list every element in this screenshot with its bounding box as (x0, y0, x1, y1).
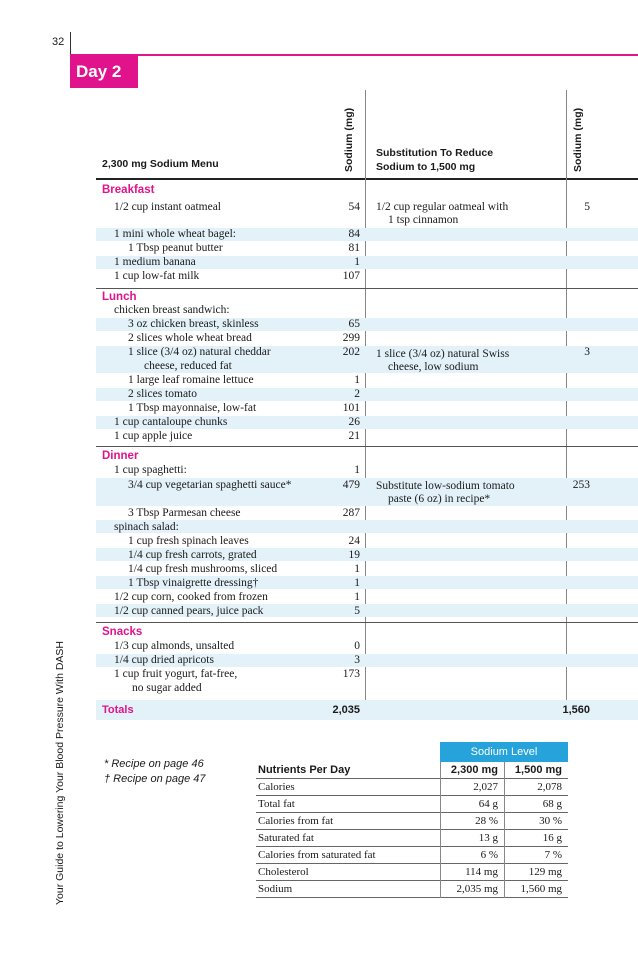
menu-item: 2 slices tomato (128, 388, 197, 400)
sodium-value: 202 (342, 346, 360, 358)
menu-item: 1/4 cup fresh carrots, grated (128, 549, 257, 561)
section-dinner: Dinner (102, 450, 139, 462)
menu-item: 1/2 cup canned pears, juice pack (114, 605, 264, 617)
sodium-value: 1 (354, 591, 360, 603)
totals-label: Totals (102, 704, 134, 716)
menu-item: cheese, reduced fat (144, 360, 232, 372)
menu-item: 1 medium banana (114, 256, 196, 268)
sodium-value: 107 (342, 270, 360, 282)
nutrient-value-1500: 129 mg (528, 866, 562, 878)
nutrient-value-2300: 28 % (475, 815, 498, 827)
menu-column-header: 2,300 mg Sodium Menu (102, 158, 219, 170)
nutrient-label: Saturated fat (258, 832, 314, 844)
sodium-value: 287 (342, 507, 360, 519)
sodium-value: 65 (348, 318, 360, 330)
sodium-value: 19 (348, 549, 360, 561)
menu-item: 1 slice (3/4 oz) natural cheddar (128, 346, 271, 358)
sodium-value: 1 (354, 374, 360, 386)
nutrient-value-1500: 2,078 (537, 781, 562, 793)
column-separator (566, 90, 567, 720)
sodium-value: 21 (348, 430, 360, 442)
nutrients-header-row (256, 762, 568, 779)
substitution-text: Substitute low-sodium tomato (376, 480, 515, 492)
menu-item: 1/2 cup instant oatmeal (114, 201, 221, 213)
menu-item: 1 cup fruit yogurt, fat-free, (114, 668, 238, 680)
sodium-value: 5 (354, 605, 360, 617)
nutrient-value-2300: 6 % (480, 849, 498, 861)
nutrients-column-separator (504, 762, 505, 898)
substitution-sodium: 253 (572, 479, 590, 491)
nutrient-value-1500: 68 g (542, 798, 562, 810)
nutrient-value-2300: 2,027 (473, 781, 498, 793)
menu-item: 1 cup cantaloupe chunks (114, 416, 228, 428)
menu-item: 3/4 cup vegetarian spaghetti sauce* (128, 479, 292, 491)
nutrient-label: Sodium (258, 883, 293, 895)
sodium-value: 0 (354, 640, 360, 652)
substitution-text: 1/2 cup regular oatmeal with (376, 201, 509, 213)
nutrient-value-2300: 114 mg (465, 866, 498, 878)
sodium-value: 299 (342, 332, 360, 344)
nutrient-row (256, 779, 568, 796)
nutrient-value-1500: 7 % (544, 849, 562, 861)
menu-item: 1 mini whole wheat bagel: (114, 228, 236, 240)
totals-menu: 2,035 (332, 704, 360, 716)
sodium-value: 1 (354, 464, 360, 476)
menu-item: no sugar added (132, 682, 202, 694)
nutrient-label: Cholesterol (258, 866, 309, 878)
day-tab: Day 2 (70, 56, 138, 88)
menu-item: chicken breast sandwich: (114, 304, 230, 316)
substitution-header-line2: Sodium to 1,500 mg (376, 161, 476, 173)
sodium-value: 1 (354, 577, 360, 589)
menu-item: 1 Tbsp peanut butter (128, 242, 223, 254)
sodium-value: 3 (354, 654, 360, 666)
menu-item: 3 oz chicken breast, skinless (128, 318, 259, 330)
menu-item: 1/4 cup fresh mushrooms, sliced (128, 563, 278, 575)
nutrients-column-separator (440, 762, 441, 898)
nutrient-row (256, 796, 568, 813)
sodium-value: 24 (348, 535, 360, 547)
section-lunch: Lunch (102, 291, 137, 303)
substitution-text: 1 slice (3/4 oz) natural Swiss (376, 348, 510, 360)
footnote: * Recipe on page 46 (104, 758, 204, 770)
substitution-text: cheese, low sodium (388, 361, 479, 373)
footnote: † Recipe on page 47 (104, 773, 206, 785)
section-rule (96, 622, 638, 623)
side-running-title: Your Guide to Lowering Your Blood Pressure With DASH (54, 640, 66, 905)
sodium-value: 1 (354, 256, 360, 268)
page-number-rule (70, 32, 71, 54)
section-rule (96, 446, 638, 447)
nutrients-header-2300: 2,300 mg (450, 764, 498, 776)
menu-item: 1/2 cup corn, cooked from frozen (114, 591, 268, 603)
sodium-column-header: Sodium (mg) (343, 107, 355, 172)
substitution-header-line1: Substitution To Reduce (376, 147, 494, 159)
nutrient-value-1500: 30 % (539, 815, 562, 827)
sodium2-column-header: Sodium (mg) (572, 107, 584, 172)
nutrient-label: Calories from fat (258, 815, 334, 827)
nutrient-row (256, 813, 568, 830)
menu-item: 1 Tbsp vinaigrette dressing† (128, 577, 259, 589)
sodium-value: 84 (348, 228, 360, 240)
menu-item: 1 cup low-fat milk (114, 270, 200, 282)
menu-item: 3 Tbsp Parmesan cheese (128, 507, 241, 519)
page-number: 32 (52, 36, 65, 48)
sodium-value: 26 (348, 416, 360, 428)
nutrients-header-label: Nutrients Per Day (258, 764, 351, 776)
nutrient-value-2300: 13 g (478, 832, 498, 844)
nutrient-row (256, 830, 568, 847)
section-rule (96, 288, 638, 289)
nutrient-row (256, 881, 568, 898)
menu-item: 1/4 cup dried apricots (114, 654, 214, 666)
menu-item: 1 Tbsp mayonnaise, low-fat (128, 402, 257, 414)
menu-item: 1 cup apple juice (114, 430, 193, 442)
header-bottom-rule (96, 178, 638, 180)
nutrient-label: Total fat (258, 798, 295, 810)
menu-item: 2 slices whole wheat bread (128, 332, 252, 344)
nutrient-row (256, 864, 568, 881)
sodium-value: 81 (348, 242, 360, 254)
nutrient-value-1500: 16 g (542, 832, 562, 844)
substitution-text: 1 tsp cinnamon (388, 214, 459, 226)
sodium-value: 173 (342, 668, 360, 680)
sodium-value: 2 (354, 388, 360, 400)
sodium-value: 54 (348, 201, 360, 213)
menu-item: 1/3 cup almonds, unsalted (114, 640, 235, 652)
nutrient-label: Calories from saturated fat (258, 849, 376, 861)
day-header-bar (70, 54, 638, 56)
substitution-column-header (376, 146, 493, 174)
section-breakfast: Breakfast (102, 184, 155, 196)
totals-substitution: 1,560 (562, 704, 590, 716)
sodium-level-header: Sodium Level (440, 742, 568, 762)
substitution-sodium: 3 (584, 346, 590, 358)
nutrient-value-1500: 1,560 mg (520, 883, 562, 895)
sodium-value: 101 (342, 402, 360, 414)
section-snacks: Snacks (102, 626, 143, 638)
nutrient-value-2300: 64 g (478, 798, 498, 810)
substitution-sodium: 5 (584, 201, 590, 213)
nutrients-header-1500: 1,500 mg (514, 764, 562, 776)
sodium-value: 479 (342, 479, 360, 491)
menu-item: 1 large leaf romaine lettuce (128, 374, 254, 386)
nutrient-label: Calories (258, 781, 295, 793)
sodium-value: 1 (354, 563, 360, 575)
substitution-text: paste (6 oz) in recipe* (388, 493, 491, 505)
menu-item: 1 cup spaghetti: (114, 464, 187, 476)
nutrient-value-2300: 2,035 mg (456, 883, 498, 895)
nutrient-row (256, 847, 568, 864)
column-separator (365, 90, 366, 720)
menu-item: 1 cup fresh spinach leaves (128, 535, 249, 547)
menu-item: spinach salad: (114, 521, 179, 533)
